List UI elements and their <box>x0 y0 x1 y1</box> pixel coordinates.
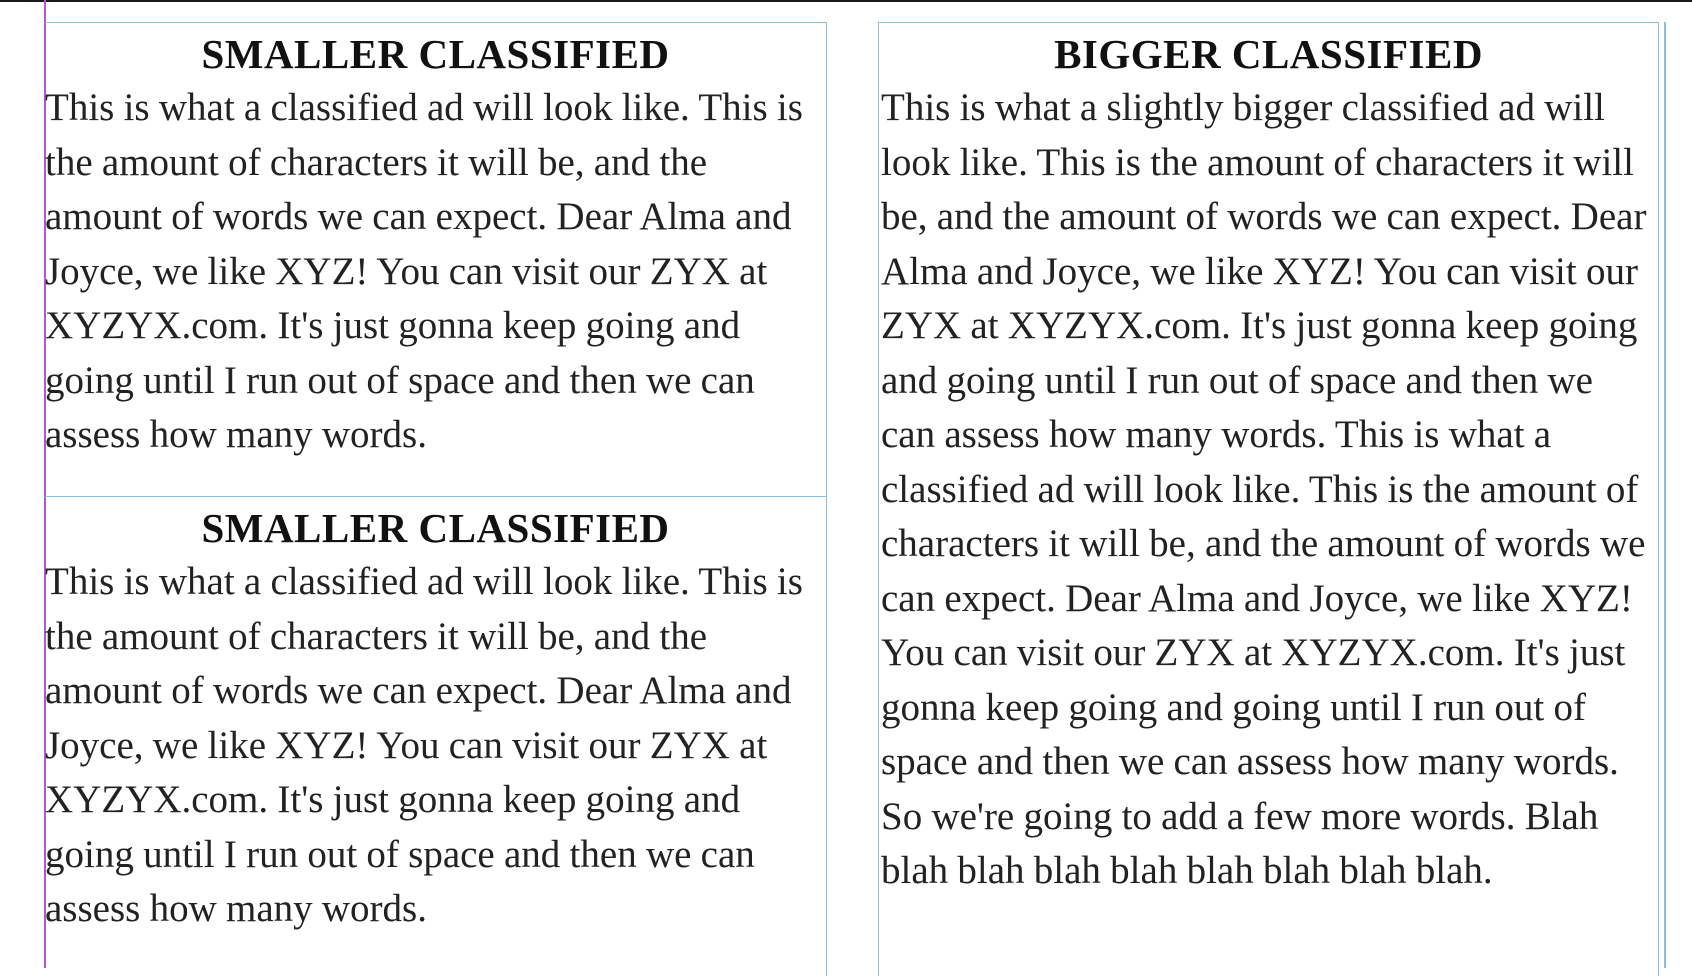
right-column-guide <box>1664 22 1666 968</box>
smaller-classified-frame-1[interactable] <box>45 22 827 497</box>
bigger-classified-frame[interactable] <box>878 22 1659 976</box>
smaller-classified-frame-2[interactable] <box>45 496 827 976</box>
page-top-edge <box>0 0 1692 2</box>
ad-body-text: This is what a classified ad will look like. This is the amount of characters it will be, and the amount of words we can expect. Dear Alma and Joyce, we like XYZ! You can visit our ZYX at XYZYX.com. It's just gonna keep going and going until I run out of space and then we can assess how many words. <box>45 86 803 456</box>
ad-title: SMALLER CLASSIFIED <box>201 505 670 551</box>
ad-body-text: This is what a classified ad will look like. This is the amount of characters it will be, and the amount of words we can expect. Dear Alma and Joyce, we like XYZ! You can visit our ZYX at XYZYX.com. It's just gonna keep going and going until I run out of space and then we can assess how many words. <box>45 560 803 930</box>
ad-title: BIGGER CLASSIFIED <box>1054 31 1483 77</box>
ad-body-text: This is what a slightly bigger classified ad will look like. This is the amount of characters it will be, and the amount of words we can expect. Dear Alma and Joyce, we like XYZ! You can visit our ZYX at XYZYX.com. It's just gonna keep going and going until I run out of space and then we can assess how many words. This is what a classified ad will look like. This is the amount of characters it will be, and the amount of words we can expect. Dear Alma and Joyce, we like XYZ! You can visit our ZYX at XYZYX.com. It's just gonna keep going and going until I run out of space and then we can assess how many words. So we're going to add a few more words. Blah blah blah blah blah blah blah blah blah. <box>881 86 1647 892</box>
ad-title: SMALLER CLASSIFIED <box>201 31 670 77</box>
